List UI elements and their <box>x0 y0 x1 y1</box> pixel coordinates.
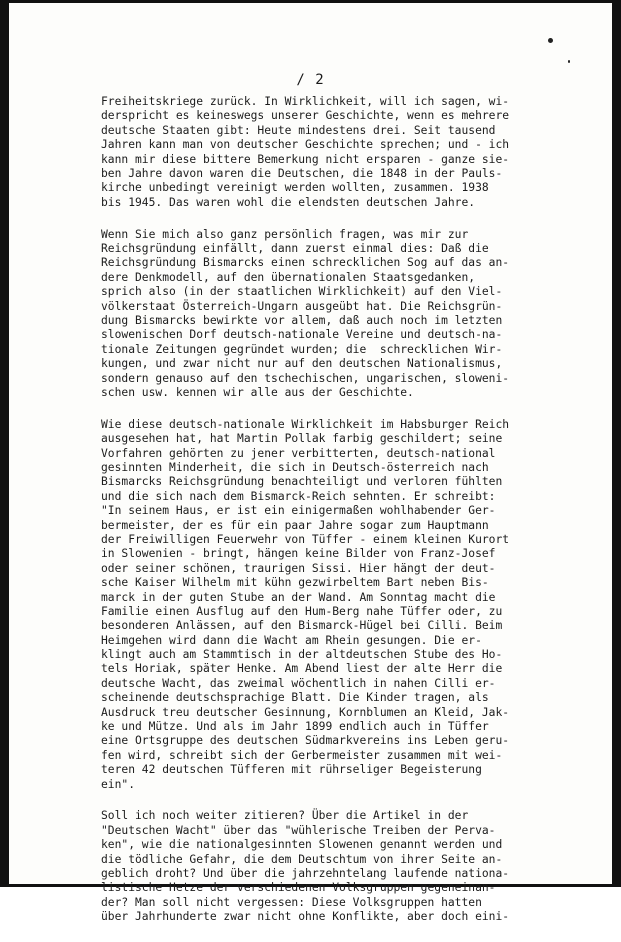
paragraph-3 <box>101 418 557 792</box>
text-line: in Slowenien - bringt, hängen keine Bilder von Franz-Josef <box>101 547 496 561</box>
text-line: ben Jahre davon waren die Deutschen, die 1848 in der Pauls- <box>101 166 503 180</box>
text-line: ein". <box>101 777 136 791</box>
text-line: deutsche Wacht, das zweimal wöchentlich in nahen Cilli er- <box>101 676 496 690</box>
text-line: Familie einen Ausflug auf den Hum-Berg nahe Tüffer oder, zu <box>101 604 503 618</box>
text-line: dere Denkmodell, auf den übernationalen Staatsgedanken, <box>101 270 476 284</box>
text-line: "Deutschen Wacht" über das "wühlerische Treiben der Perva- <box>101 823 496 837</box>
text-line: ken", wie die nationalgesinnten Slowenen genannt werden und <box>101 838 503 852</box>
text-line: teren 42 deutschen Tüfferen mit rührseliger Begeisterung <box>101 763 482 777</box>
text-line: Soll ich noch weiter zitieren? Über die Artikel in der <box>101 809 469 823</box>
text-line: Reichsgründung Bismarcks einen schrecklichen Sog auf das an- <box>101 256 510 270</box>
text-line: tels Horiak, später Henke. Am Abend liest der alte Herr die <box>101 662 503 676</box>
text-line: bis 1945. Das waren wohl die elendsten deutschen Jahre. <box>101 195 476 209</box>
text-line: über Jahrhunderte zwar nicht ohne Konflikte, aber doch eini- <box>101 910 510 924</box>
text-line: deutsche Staaten gibt: Heute mindestens drei. Seit tausend <box>101 123 496 137</box>
text-line: kirche unbedingt vereinigt werden wollten, zusammen. 1938 <box>101 181 489 195</box>
text-line: Wie diese deutsch-nationale Wirklichkeit im Habsburger Reich <box>101 417 510 431</box>
text-line: Freiheitskriege zurück. In Wirklichkeit, will ich sagen, wi- <box>101 95 510 108</box>
page-number: / 2 <box>296 72 325 88</box>
scan-speck <box>568 60 570 63</box>
text-line: "In seinem Haus, er ist ein einigermaßen wohlhabender Ger- <box>101 504 496 518</box>
document-body <box>101 95 557 942</box>
text-line: slowenischen Dorf deutsch-nationale Vereine und deutsch-na- <box>101 328 503 342</box>
text-line: marck in der guten Stube an der Wand. Am Sonntag macht die <box>101 590 496 604</box>
text-line: listische Hetze der verschiedenen Volksgruppen gegeneinan- <box>101 881 496 895</box>
paragraph-1 <box>101 95 557 210</box>
text-line: klingt auch am Stammtisch in der altdeutschen Stube des Ho- <box>101 648 503 662</box>
text-line: die tödliche Gefahr, die dem Deutschtum von ihrer Seite an- <box>101 852 503 866</box>
text-line: und die sich nach dem Bismarck-Reich sehnten. Er schreibt: <box>101 489 496 503</box>
text-line: tionale Zeitungen gegründet wurden; die schrecklichen Wir- <box>101 342 503 356</box>
text-line: Bismarcks Reichsgründung benachteiligt und verloren fühlten <box>101 475 503 489</box>
text-line: der? Man soll nicht vergessen: Diese Volksgruppen hatten <box>101 895 482 909</box>
text-line: kann mir diese bittere Bemerkung nicht ersparen - ganze sie- <box>101 152 510 166</box>
scan-speck <box>548 38 553 43</box>
text-line: Reichsgründung einfällt, dann zuerst einmal dies: Daß die <box>101 242 489 256</box>
text-line: ausgesehen hat, hat Martin Pollak farbig geschildert; seine <box>101 432 503 446</box>
text-line: eine Ortsgruppe des deutschen Südmarkvereins ins Leben geru- <box>101 734 510 748</box>
text-line: Jahren kann man von deutscher Geschichte sprechen; und - ich <box>101 138 510 152</box>
text-line: geblich droht? Und über die jahrzehntelang laufende nationa- <box>101 867 510 881</box>
text-line: besonderen Anlässen, auf den Bismarck-Hügel bei Cilli. Beim <box>101 619 503 633</box>
text-line: sprich also (in der staatlichen Wirklichkeit) auf den Viel- <box>101 285 503 299</box>
text-line: der Freiwilligen Feuerwehr von Tüffer - einem kleinen Kurort <box>101 532 510 546</box>
text-line: Heimgehen wird dann die Wacht am Rhein gesungen. Die er- <box>101 633 482 647</box>
text-line: Vorfahren gehörten zu jener verbitterten, deutsch-national <box>101 446 496 460</box>
text-line: schen usw. kennen wir alle aus der Geschichte. <box>101 385 414 399</box>
text-line: fen wird, schreibt sich der Gerbermeister zusammen mit wei- <box>101 748 503 762</box>
text-line: oder seiner schönen, traurigen Sissi. Hier hängt der deut- <box>101 561 496 575</box>
text-line: Wenn Sie mich also ganz persönlich fragen, was mir zur <box>101 227 469 241</box>
text-line: sche Kaiser Wilhelm mit kühn gezwirbeltem Bart neben Bis- <box>101 576 489 590</box>
text-line: dung Bismarcks bewirkte vor allem, daß auch noch im letzten <box>101 313 503 327</box>
text-line: Ausdruck treu deutscher Gesinnung, Kornblumen an Kleid, Jak- <box>101 705 510 719</box>
text-line: ke und Mütze. Und als im Jahr 1899 endlich auch in Tüffer <box>101 720 489 734</box>
paragraph-2 <box>101 228 557 401</box>
text-line: gesinnten Minderheit, die sich in Deutsch-österreich nach <box>101 460 489 474</box>
text-line: kungen, und zwar nicht nur auf den deutschen Nationalismus, <box>101 357 503 371</box>
text-line: bermeister, der es für ein paar Jahre sogar zum Hauptmann <box>101 518 489 532</box>
text-line: derspricht es keineswegs unserer Geschichte, wenn es mehrere <box>101 109 510 123</box>
paragraph-4 <box>101 809 557 924</box>
text-line: sondern genauso auf den tschechischen, ungarischen, sloweni- <box>101 371 510 385</box>
text-line: scheinende deutschsprachige Blatt. Die Kinder tragen, als <box>101 691 489 705</box>
text-line: völkerstaat Österreich-Ungarn ausgeübt hat. Die Reichsgrün- <box>101 299 503 313</box>
